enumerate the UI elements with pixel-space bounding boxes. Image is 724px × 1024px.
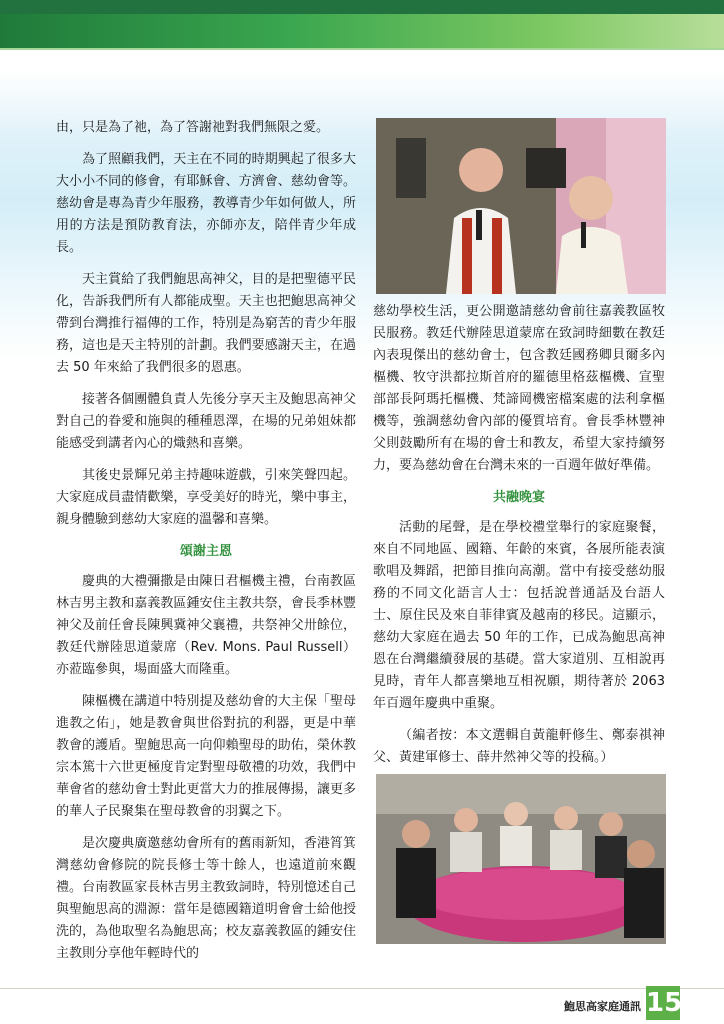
paragraph: 陳樞機在講道中特別提及慈幼會的大主保「聖母進教之佑」，她是教會與世俗對抗的利器，更是中華教會的護盾。聖鮑思高一向仰賴聖母的助佑，榮休教宗本篤十六世更極度肯定對聖母敬禮的功效，我們中華會省的慈幼會士對此更當大力的推展傳揚，讓更多的華人子民聚集在聖母教會的羽翼之下。 <box>56 694 356 819</box>
paragraph: 慈幼學校生活，更公開邀請慈幼會前往嘉義教區牧民服務。教廷代辦陸思道蒙席在致詞時細數在教廷內表現傑出的慈幼會士，包含教廷國務卿貝爾多內樞機、牧守洪都拉斯首府的羅德里格茲樞機、宣聖部部長阿瑪托樞機、梵諦岡機密檔案處的法利拿樞機等，強調慈幼會內部的優質培育。會長季林豐神父則鼓勵所有在場的會士和教友，希望大家持續努力，要為慈幼會在台灣未來的一百週年做好準備。 <box>373 304 665 473</box>
right-column <box>373 301 665 779</box>
header-divider <box>0 48 724 50</box>
paragraph: 其後史景輝兄弟主持趣味遊戲，引來笑聲四起。大家庭成員盡情歡樂，享受美好的時光，樂中事主，親身體驗到慈幼大家庭的溫馨和喜樂。 <box>56 468 356 527</box>
publication-title: 鮑思高家庭通訊 <box>564 1000 641 1013</box>
paragraph: 由，只是為了祂，為了答謝祂對我們無限之愛。 <box>56 120 330 135</box>
left-column <box>56 117 356 975</box>
paragraph: 活動的尾聲，是在學校禮堂舉行的家庭聚餐，來自不同地區、國籍、年齡的來賓，各展所能表演歌唱及舞蹈，把節目推向高潮。當中有接受慈幼服務的不同文化語言人士：包括說普通話及台語人士、原住民及來自菲律賓及越南的移民。這顯示，慈幼大家庭在過去 50 年的工作，已成為鮑思高神恩在台灣繼續發展的基礎。當大家道別、互相說再見時，青年人都喜樂地互相祝願，期待著於 2063 年百週年慶典中重聚。 <box>373 520 665 711</box>
paragraph: 天主賞給了我們鮑思高神父，目的是把聖德平民化，告訴我們所有人都能成聖。天主也把鮑思高神父帶到台灣推行福傳的工作，特別是為窮苦的青少年服務，這也是天主特別的計劃。我們要感謝天主，在過去 50 年來給了我們很多的恩惠。 <box>56 272 356 375</box>
paragraph: 慶典的大禮彌撒是由陳日君樞機主禮，台南教區林吉男主教和嘉義教區鍾安住主教共祭，會長季林豐神父及前任會長陳興冀神父襄禮，共祭神父卅餘位，教廷代辦陸思道蒙席（Rev. Mons. Paul Russell）亦蒞臨參與，場面盛大而隆重。 <box>56 574 356 677</box>
header-band-dark <box>0 0 724 14</box>
header-band-green <box>0 14 724 48</box>
section-heading: 共融晚宴 <box>492 490 545 505</box>
paragraph: 為了照顧我們，天主在不同的時期興起了很多大大小小不同的修會，有耶穌會、方濟會、慈幼會等。慈幼會是專為青少年服務，教導青少年如何做人，所用的方法是預防教育法，亦師亦友，陪伴青少年成長。 <box>56 152 356 255</box>
editor-note: （編者按：本文選輯自黃龍軒修生、鄭泰祺神父、黃建軍修士、薛井然神父等的投稿。） <box>373 728 665 765</box>
page-number: 15 <box>646 988 683 1018</box>
paragraph: 接著各個團體負責人先後分享天主及鮑思高神父對自己的眷愛和施與的種種恩澤，在場的兄弟姐妹都能感受到講者內心的熾熱和喜樂。 <box>56 392 356 451</box>
paragraph: 是次慶典廣邀慈幼會所有的舊雨新知，香港筲箕灣慈幼會修院的院長修士等十餘人，也遠道前來觀禮。台南教區家長林吉男主教致詞時，特別憶述自己與聖鮑思高的淵源：當年是德國籍道明會會士給他授洗的，為他取聖名為鮑思高；校友嘉義教區的鍾安住主教則分享他年輕時代的 <box>56 836 356 961</box>
photo-two-priests-speaking <box>376 118 666 294</box>
photo-banquet-table <box>376 774 666 944</box>
section-heading: 頌謝主恩 <box>179 544 232 559</box>
footer-divider <box>0 988 724 989</box>
